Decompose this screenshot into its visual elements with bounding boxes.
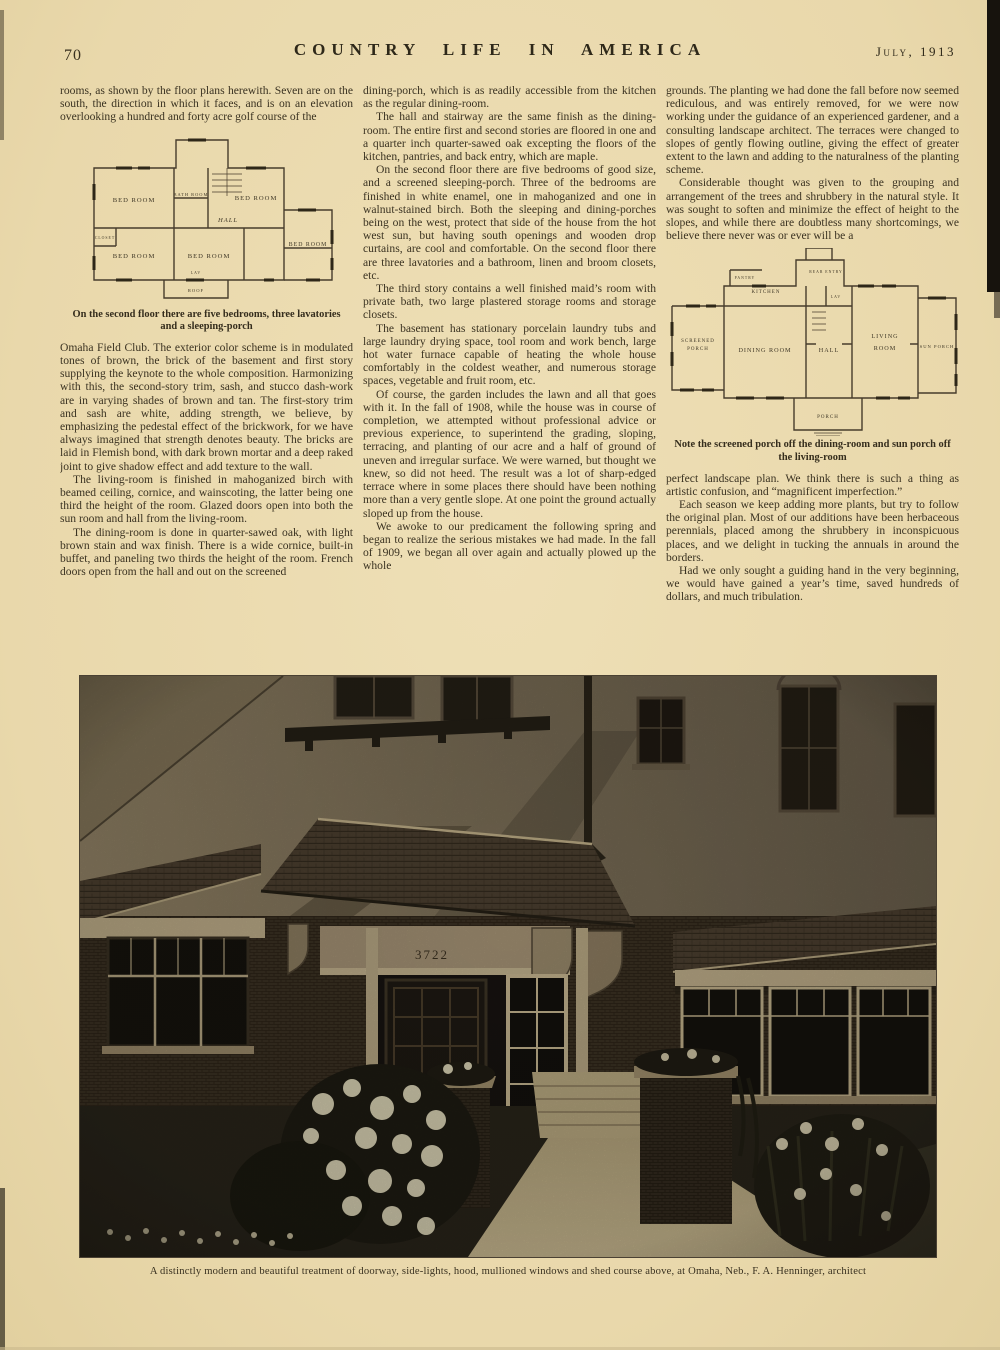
photo-grain [80, 676, 936, 1257]
column-1 [60, 84, 353, 662]
plan1-label-bedroom-bc: BED ROOM [187, 252, 230, 260]
plan2-label-screened1: SCREENED [681, 339, 715, 345]
plan2-label-pantry: PANTRY [734, 276, 756, 281]
plan2-label-rear-entry: REAR ENTRY [809, 270, 843, 275]
paragraph: The hall and stairway are the same finish as the dining-room. The entire first and second stories are floored in one and a quarter inch quarter-sawed oak excepting the floors of the kitchen, pantries, and back entry, which are maple. [363, 110, 656, 164]
plan2-label-hall: HALL [818, 347, 840, 355]
second-floor-plan-drawing [76, 130, 338, 306]
plan2-label-screened2: PORCH [687, 347, 709, 353]
plan1-label-roof: ROOF [187, 287, 204, 293]
paragraph: Had we only sought a guiding hand in the very beginning, we would have gained a year’s time, saved hundreds of dollars, and much tribulation. [666, 564, 959, 604]
scan-edge-artifact [994, 292, 1000, 318]
plan1-label-lav: LAV [190, 270, 201, 275]
plan2-label-living2: ROOM [873, 345, 897, 353]
plan2-label-dining: DINING ROOM [738, 347, 792, 355]
paragraph: The third story contains a well finished maid’s room with private bath, two large plastered storage rooms and storage closets. [363, 282, 656, 322]
paragraph: We awoke to our predicament the following spring and began to realize the serious mistakes we had made. In the fall of 1909, we began all over again and actually plowed up the whole [363, 519, 656, 573]
plan2-label-living1: LIVING [871, 333, 899, 341]
paragraph: The dining-room is done in quarter-sawed oak, with light brown stain and wax finish. There is a wide cornice, built-in buffet, and paneling two thirds the height of the room. French doors open from the hall and out on the screened [60, 525, 353, 579]
paragraph: Of course, the garden includes the lawn and all that goes with it. In the fall of 1908, while the house was in course of completion, we attempted without professional advice or previous experience, to superintend the grading, sloping, terracing, and planting of our acre and a half of ground of uneven and irregular surface. We were warned, but thought we knew, so did not heed. The result was a lot of sharp-edged terrace where in some places there should have been nothing more than a very gentle slope. At one point the ground actually sloped up from the house. [363, 387, 656, 520]
plan1-label-bathroom: BATH ROOM [173, 191, 208, 197]
magazine-title: COUNTRY LIFE IN AMERICA [293, 40, 707, 59]
plan2-label-porch: PORCH [817, 415, 839, 421]
scan-edge-artifact [0, 10, 4, 140]
issue-date: July, 1913 [875, 44, 956, 59]
plan2-label-lav: LAV [830, 295, 842, 300]
scan-edge-artifact [0, 1188, 5, 1350]
scan-edge-artifact [987, 0, 1000, 292]
plan2-caption: Note the screened porch off the dining-room and sun porch off the living-room [674, 439, 951, 464]
paragraph: Each season we keep adding more plants, but try to follow the original plan. Most of our additions have been herbaceous perennials, placed among the shrubbery in inconspicuous places, and we delight in tucking the annuals in around the borders. [666, 498, 959, 564]
paragraph: Omaha Field Club. The exterior color scheme is in modulated tones of brown, the brick of the basement and first story supplying the keynote to the whole composition. Harmonizing with this, the second-story trim, sash, and stucco dash-work are in varying shades of brown and tan. The first-story trim and sash are white, adding strength, we believe, by emphasizing the pedestal effect of the brickwork, for we have always imagined that strength denotes beauty. The bricks are laid in Flemish bond, with dark brown mortar and a deep raked joint to give shadow effect and add texture to the wall. [60, 340, 353, 473]
house-photograph [80, 676, 936, 1257]
paragraph: The basement has stationary porcelain laundry tubs and large laundry drying space, tool room and work bench, large hot water furnace capable of heating the whole house comfortably in the coldest weather, and numerous storage spaces, vegetable and fruit room, etc. [363, 321, 656, 388]
plan1-label-bedroom-bl: BED ROOM [112, 252, 155, 260]
column-2 [363, 84, 656, 662]
paragraph: dining-porch, which is as readily accessible from the kitchen as the regular dining-room. [363, 84, 656, 111]
paragraph: On the second floor there are five bedrooms of good size, and a screened sleeping-porch. Three of the bedrooms are finished in white enamel, one in mahoganized and one in walnut-stained birch. Both the sleeping and dining-porches being on the west, protect that side of the house from the hot west sun, but having south openings and wooden drop curtains, are cool and comfortable. On the second floor there are three lavatories and a bathroom, linen and broom closets, etc. [363, 163, 656, 282]
first-floor-plan-figure [666, 248, 959, 436]
column-3 [666, 84, 959, 662]
plan2-label-sunporch: SUN PORCH [919, 344, 955, 350]
photo-caption: A distinctly modern and beautiful treatment of doorway, side-lights, hood, mullioned windows and shed course above, at Omaha, Neb., F. A. Henninger, architect [149, 1266, 867, 1277]
plan2-label-kitchen: KITCHEN [751, 290, 781, 296]
paragraph: The living-room is finished in mahoganized birch with beamed ceiling, cornice, and wainscoting, the latter being one third the height of the room. Glazed doors open into both the sun room and hall from the living-room. [60, 472, 353, 526]
plan1-caption: On the second floor there are five bedrooms, three lavatories and a sleeping-porch [72, 308, 341, 333]
plan1-label-bedroom-right: BED ROOM [288, 241, 327, 248]
page-number: 70 [64, 47, 82, 64]
first-floor-plan-drawing [666, 248, 959, 436]
second-floor-plan-figure [60, 130, 353, 306]
house-photo-illustration [80, 676, 936, 1257]
plan1-label-closet: CLOSET [94, 235, 115, 240]
paragraph: perfect landscape plan. We think there is such a thing as artistic confusion, and “magnificent imperfection.” [666, 471, 959, 498]
plan1-label-bedroom-tr: BED ROOM [234, 194, 277, 202]
article-columns [60, 84, 960, 662]
paragraph: rooms, as shown by the floor plans herewith. Seven are on the south, the direction in which it faces, and is on an elevation overlooking a hundred and forty acre golf course of the [60, 84, 353, 124]
plan1-label-bedroom-tl: BED ROOM [112, 196, 155, 204]
plan1-label-hall: HALL [217, 216, 238, 224]
paragraph: grounds. The planting we had done the fall before now seemed rediculous, and was entirely removed, for we were now working under the guidance of an experienced gardener, and a consulting landscape architect. The terraces were changed to slopes of gently flowing outline, giving the effect of greater extent to the lawn and adding to the naturalness of the planting scheme. [666, 84, 959, 177]
paragraph: Considerable thought was given to the grouping and arrangement of the trees and shrubbery in the natural style. It was sought to soften and minimize the effect of height to the slopes, and while there are doubtless many shortcomings, we believe there never was or ever will be a [666, 176, 959, 243]
